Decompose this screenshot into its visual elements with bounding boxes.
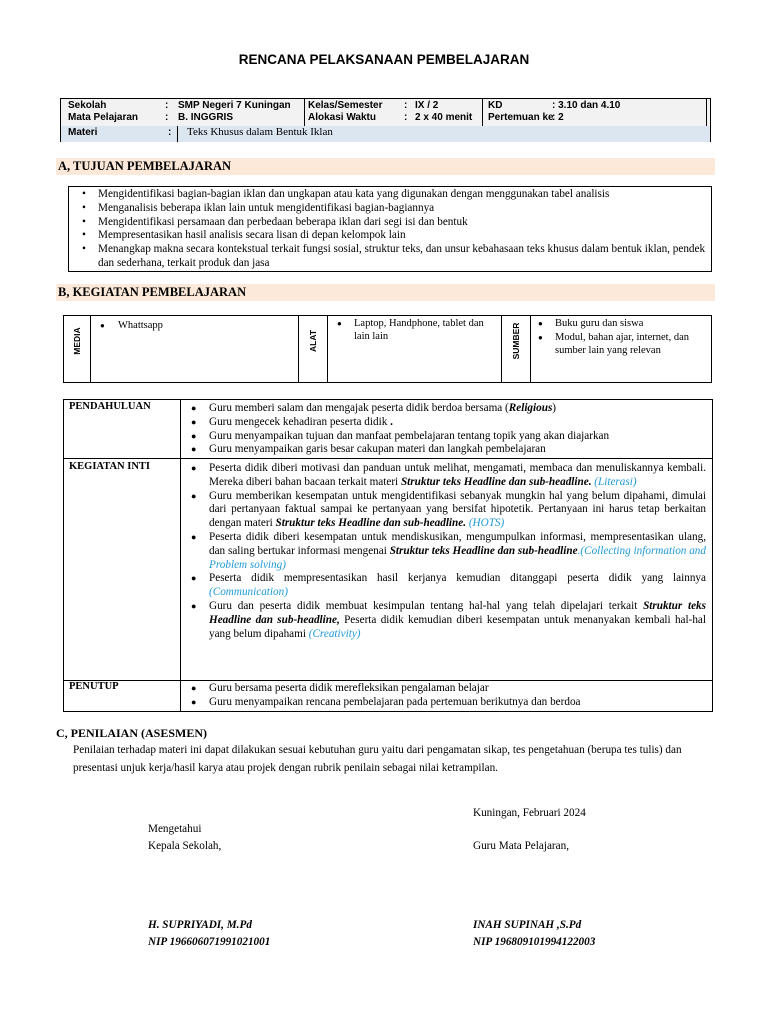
guru-nip: NIP 196809101994122003 [473, 936, 596, 948]
pendahuluan-list [190, 402, 706, 457]
media-label: MEDIA [72, 327, 82, 355]
value-pertemuan: : 2 [552, 112, 564, 123]
penutup-label: PENUTUP [69, 681, 119, 692]
pendahuluan-label: PENDAHULUAN [69, 401, 151, 412]
section-a-title: A, TUJUAN PEMBELAJARAN [58, 159, 232, 173]
label-materi: Materi [68, 127, 98, 138]
header-row-materi [61, 126, 710, 142]
guru-name: INAH SUPINAH ,S.Pd [473, 919, 582, 931]
sumber-label: SUMBER [511, 322, 521, 360]
header-info-box: Sekolah : SMP Negeri 7 Kuningan Mata Pelajaran : B. INGGRIS Kelas/Semester : IX / 2 Alokasi Waktu : 2 x 40 menit KD : 3.10 dan 4.10 Pertemuan ke : 2 Materi : Teks Khusus dalam Bentuk Iklan [60, 98, 711, 142]
list-item: ● Guru mengecek kehadiran peserta didik . [191, 415, 393, 428]
list-item: ● Guru dan peserta didik membuat kesimpulan tentang hal-hal yang telah dipelajari terkait Struktur teks Headline dan sub-headline, Peserta didik kemudian diberi kesempatan untuk menanyakan kembali hal-hal yang belum dipahami (Creativity) [191, 599, 707, 640]
value-kelas: IX / 2 [415, 100, 439, 111]
media-item: ● Whattsapp [100, 320, 163, 331]
mengetahui-text: Mengetahui [148, 823, 202, 835]
kepala-sekolah-title: Kepala Sekolah, [148, 840, 222, 852]
section-b-title: B, KEGIATAN PEMBELAJARAN [58, 285, 247, 299]
media-alat-sumber-table [63, 315, 712, 383]
list-item: ● Guru menyampaikan garis besar cakupan materi dan langkah pembelajaran [191, 443, 546, 456]
kegiatan-inti-list [190, 462, 706, 641]
list-item: • Mengidentifikasi persamaan dan perbedaan beberapa iklan dari segi isi dan bentuk [82, 215, 468, 228]
penutup-list [190, 682, 706, 710]
activities-table [63, 399, 713, 712]
section-c-title: C, PENILAIAN (ASESMEN) [56, 726, 208, 740]
section-b-header [56, 284, 715, 301]
section-a-header [56, 158, 715, 175]
kegiatan-inti-label: KEGIATAN INTI [69, 461, 151, 472]
alat-label: ALAT [308, 329, 318, 353]
value-kd: : 3.10 dan 4.10 [552, 100, 621, 111]
sumber-item: ● Buku guru dan siswa [538, 318, 644, 329]
list-item: • Mempresentasikan hasil analisis secara lisan di depan kelompok lain [82, 229, 406, 242]
list-item: ● Guru menyampaikan tujuan dan manfaat pembelajaran tentang topik yang akan diajarkan [191, 429, 610, 442]
alat-item: ● Laptop, Handphone, tablet dan lain lain [337, 318, 484, 342]
place-date: Kuningan, Februari 2024 [473, 807, 586, 819]
list-item: • Menangkap makna secara kontekstual terkait fungsi sosial, struktur teks, dan unsur kebahasaan teks khusus dalam bentuk iklan, pendek dan sederhana, terkait produk dan jasa [82, 243, 706, 269]
label-mapel: Mata Pelajaran [68, 112, 139, 123]
sumber-item: ● Modul, bahan ajar, internet, dan sumber lain yang relevan [538, 332, 689, 356]
label-kelas: Kelas/Semester [308, 100, 383, 111]
value-materi: Teks Khusus dalam Bentuk Iklan [187, 126, 333, 138]
label-alokasi: Alokasi Waktu [308, 112, 376, 123]
kepala-sekolah-name: H. SUPRIYADI, M.Pd [148, 919, 252, 931]
label-pertemuan: Pertemuan ke [488, 112, 554, 123]
list-item: ● Peserta didik diberi kesempatan untuk mendiskusikan, mengumpulkan informasi, mempresentasikan ulang, dan saling bertukar informasi mengenai Struktur teks Headline dan sub-headline.(Collecting information and Problem solving) [191, 530, 706, 571]
list-item: • Mengidentifikasi bagian-bagian iklan dan ungkapan atau kata yang digunakan dengan menggunakan tabel analisis [82, 188, 610, 200]
label-kd: KD [488, 100, 503, 111]
value-mapel: B. INGGRIS [178, 112, 234, 123]
list-item: ● Guru bersama peserta didik merefleksikan pengalaman belajar [191, 682, 489, 694]
assessment-paragraph: Penilaian terhadap materi ini dapat dilakukan sesuai kebutuhan guru yaitu dari pengamatan sikap, tes pengetahuan (berupa tes tulis) dan presentasi unjuk kerja/hasil karya atau projek dengan rubrik penilain sebagai nilai ketrampilan. [73, 744, 682, 774]
list-item: ● Guru menyampaikan rencana pembelajaran pada pertemuan berikutnya dan berdoa [191, 695, 581, 708]
document-title: RENCANA PELAKSANAAN PEMBELAJARAN [238, 52, 530, 67]
kepala-sekolah-nip: NIP 196606071991021001 [148, 936, 271, 948]
value-sekolah: SMP Negeri 7 Kuningan [178, 100, 291, 111]
list-item: ● Guru memberikan kesempatan untuk mengidentifikasi sebanyak mungkin hal yang belum dipahami, dimulai dari pertanyaan faktual sampai ke pertanyaan yang bersifat hipotetik. Pertanyaan ini harus tetap berkaitan dengan materi Struktur teks Headline dan sub-headline. (HOTS) [191, 489, 706, 530]
tujuan-list [68, 186, 712, 272]
list-item: ● Guru memberi salam dan mengajak peserta didik berdoa bersama (Religious) [191, 402, 557, 414]
value-alokasi: 2 x 40 menit [415, 112, 473, 123]
list-item: ● Peserta didik mempresentasikan hasil kerjanya kemudian ditanggapi peserta didik yang lainnya (Communication) [191, 572, 706, 599]
guru-title: Guru Mata Pelajaran, [473, 840, 569, 852]
list-item: ● Peserta didik diberi motivasi dan panduan untuk melihat, mengamati, membaca dan menuliskannya kembali. Mereka diberi bahan bacaan terkait materi Struktur teks Headline dan sub-headline. (Literasi) [191, 462, 706, 488]
list-item: • Menganalisis beberapa iklan lain untuk mengidentifikasi bagian-bagiannya [82, 201, 435, 214]
label-sekolah: Sekolah [68, 100, 107, 111]
